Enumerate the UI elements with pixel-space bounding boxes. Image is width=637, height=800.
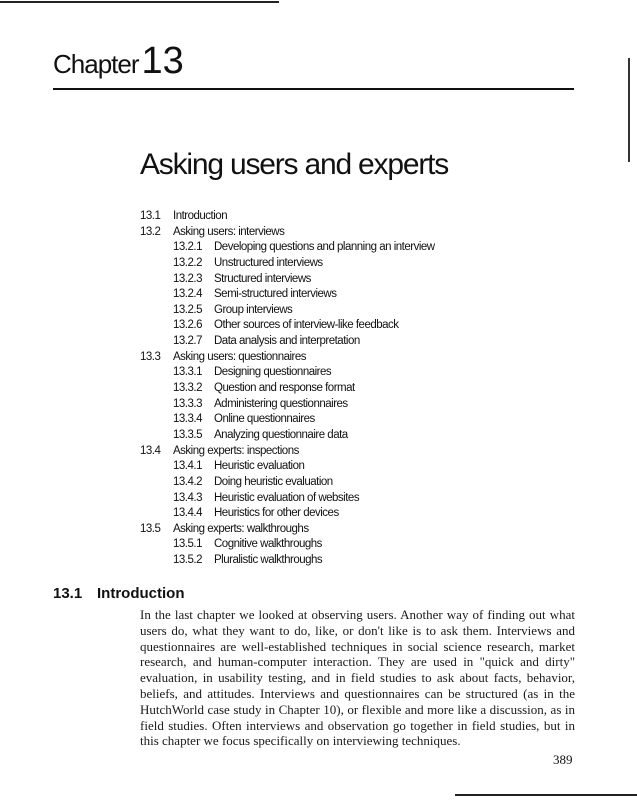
toc-entry-label: Developing questions and planning an interview [214,241,435,254]
toc-entry-label: Heuristics for other devices [214,507,339,520]
toc-entry-number: 13.3 [140,350,161,363]
toc-entry [140,506,560,522]
toc-entry-number: 13.4.2 [173,475,202,488]
toc-entry [140,209,560,225]
bottom-rule [455,794,637,796]
toc-entry [140,397,560,413]
toc-entry-number: 13.3.4 [173,413,202,426]
toc-entry-label: Asking experts: inspections [173,444,299,457]
toc-entry-label: Doing heuristic evaluation [214,475,333,488]
toc-entry-label: Asking users: questionnaires [173,350,307,363]
toc-entry-number: 13.5.2 [173,554,202,567]
toc-entry-number: 13.1 [140,210,161,222]
toc-entry-label: Heuristic evaluation of websites [214,491,360,504]
chapter-rule [53,88,574,90]
toc-entry-number: 13.2.4 [173,288,202,301]
toc-entry [140,475,560,491]
toc-entry-label: Group interviews [214,303,293,316]
table-of-contents [140,209,560,569]
toc-entry-number: 13.3.1 [173,366,202,379]
toc-entry-label: Analyzing questionnaire data [214,428,348,441]
toc-entry-label: Asking experts: walkthroughs [173,522,309,535]
toc-entry-label: Introduction [173,210,228,222]
toc-entry-label: Heuristic evaluation [214,460,305,473]
toc-entry [140,522,560,538]
toc-entry-label: Online questionnaires [214,413,315,426]
toc-entry-number: 13.5 [140,522,161,535]
toc-entry-number: 13.5.1 [173,538,202,551]
toc-entry-number: 13.2.7 [173,335,202,348]
toc-entry-label: Administering questionnaires [214,397,348,410]
toc-entry [140,272,560,288]
toc-entry-number: 13.4.4 [173,507,202,520]
toc-entry [140,537,560,553]
toc-entry-label: Designing questionnaires [214,366,332,379]
toc-entry-number: 13.3.5 [173,428,202,441]
section-heading [53,585,184,602]
toc-entry-label: Question and response format [214,382,355,395]
chapter-word: Chapter [53,49,139,79]
toc-entry-label: Asking users: interviews [173,225,285,238]
toc-entry-label: Semi-structured interviews [214,288,337,301]
toc-entry [140,459,560,475]
toc-entry-label: Cognitive walkthroughs [214,538,322,551]
toc-entry-label: Other sources of interview-like feedback [214,319,399,332]
toc-entry-number: 13.2.3 [173,272,202,285]
toc-entry [140,365,560,381]
chapter-title: Asking users and experts [140,148,449,181]
toc-entry-number: 13.2.6 [173,319,202,332]
toc-entry [140,444,560,460]
toc-entry [140,428,560,444]
section-title: Introduction [97,585,185,602]
chapter-number: 13 [141,40,184,82]
toc-entry-number: 13.2.1 [173,241,202,254]
toc-entry [140,318,560,334]
top-rule [0,1,279,3]
toc-entry [140,553,560,569]
toc-entry-number: 13.3.3 [173,397,202,410]
toc-entry-label: Data analysis and interpretation [214,335,360,348]
toc-entry [140,491,560,507]
toc-entry-number: 13.2 [140,225,161,238]
toc-entry [140,350,560,366]
margin-rule [628,58,630,162]
toc-entry-number: 13.2.2 [173,256,202,269]
toc-entry-number: 13.4 [140,444,161,457]
toc-entry-number: 13.3.2 [173,382,202,395]
toc-entry-label: Structured interviews [214,272,311,285]
chapter-heading [53,40,184,83]
toc-entry [140,240,560,256]
toc-entry-label: Pluralistic walkthroughs [214,554,323,567]
toc-entry-number: 13.4.3 [173,491,202,504]
toc-entry [140,381,560,397]
toc-entry [140,225,560,241]
toc-entry [140,287,560,303]
page-number: 389 [553,752,573,767]
toc-entry [140,412,560,428]
toc-entry [140,334,560,350]
section-body: In the last chapter we looked at observing users. Another way of finding out what users do, what they want to do, like, or don't like is to ask them. Interviews and questionnaires are well-established techniques in social science research, market research, and human-computer interaction. They are used in "quick and dirty" evaluation, in usability testing, and in field studies to ask about facts, behavior, beliefs, and attitudes. Interviews and questionnaires can be structured (as in the HutchWorld case study in Chapter 10), or flexible and more like a discussion, as in field studies. Often interviews and observation go together in field studies, but in this chapter we focus specifically on interviewing techniques. [140,607,575,749]
toc-entry [140,303,560,319]
toc-entry-number: 13.2.5 [173,303,202,316]
toc-entry-label: Unstructured interviews [214,256,323,269]
section-number: 13.1 [53,585,83,602]
toc-entry-number: 13.4.1 [173,460,202,473]
toc-entry [140,256,560,272]
